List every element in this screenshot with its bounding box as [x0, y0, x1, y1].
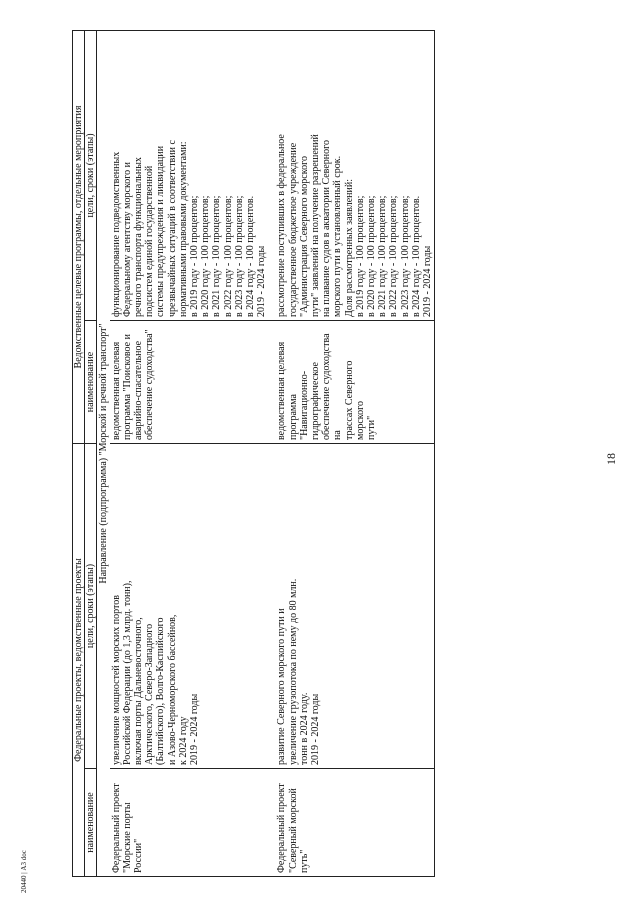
- header-sub-row: [85, 30, 97, 876]
- table-row: [110, 30, 269, 876]
- header-federal-projects: Федеральные проекты, ведомственные проекты: [73, 444, 85, 877]
- header-group-row: [73, 30, 85, 876]
- departmental-program-goals: функционирование подведомственных Федеральному агентству морского и речного транспорта функциональных подсистем единой государственной системы предупреждения и ликвидации чрезвычайных ситуаций в соответствии с нормативными правовыми документами: в 2019 году - 100 процентов; в 2020 году - 100 процентов; в 2021 году - 100 процентов; в 2022 году - 100 процентов; в 2023 году - 100 процентов; в 2024 году - 100 процентов. 2019 - 2024 годы: [110, 30, 269, 320]
- page-number: 18: [604, 453, 618, 465]
- programs-table: [72, 30, 435, 877]
- departmental-program-goals: рассмотрение поступивших в федеральное государственное бюджетное учреждение "Администрация Северного морского пути" заявлений на получение разрешений на плавание судов в акватории Северного морского пути в установленный срок. Доля рассмотренных заявлений: в 2019 году - 100 процентов; в 2020 году - 100 процентов; в 2021 году - 100 процентов; в 2022 году - 100 процентов; в 2023 году - 100 процентов; в 2024 году - 100 процентов. 2019 - 2024 годы: [268, 30, 434, 320]
- federal-project-goals: развитие Северного морского пути и увеличение грузопотока по нему до 80 млн. тонн в 2024 году. 2019 - 2024 годы: [268, 444, 434, 769]
- header-departmental-programs: Ведомственные целевые программы, отдельные мероприятия: [73, 30, 85, 443]
- header-name: наименование: [85, 769, 97, 877]
- federal-project-name: Федеральный проект "Морские порты России": [110, 769, 269, 877]
- header-goals: цели, сроки (этапы): [85, 444, 97, 769]
- direction-row: [97, 30, 110, 876]
- federal-project-name: Федеральный проект "Северный морской путь": [268, 769, 434, 877]
- direction-title: Направление (подпрограмма) "Морской и речной транспорт": [97, 30, 110, 876]
- header-name-2: наименование: [85, 321, 97, 444]
- federal-project-goals: увеличение мощностей морских портов Российской Федерации (до 1,3 млрд. тонн), включая порты Дальневосточного, Арктического, Северо-Западного (Балтийского), Волго-Каспийского и Азово-Черноморского бассейнов, к 2024 году 2019 - 2024 годы: [110, 444, 269, 769]
- header-goals-2: цели, сроки (этапы): [85, 30, 97, 320]
- document-code: 20440 | А3 doc: [20, 850, 28, 893]
- departmental-program-name: ведомственная целевая программа "Навигационно- гидрографическое обеспечение судоходства на трассах Северного морского пути": [268, 321, 434, 444]
- departmental-program-name: ведомственная целевая программа "Поисковое и аварийно-спасательное обеспечение судоходства": [110, 321, 269, 444]
- table-row: [268, 30, 434, 876]
